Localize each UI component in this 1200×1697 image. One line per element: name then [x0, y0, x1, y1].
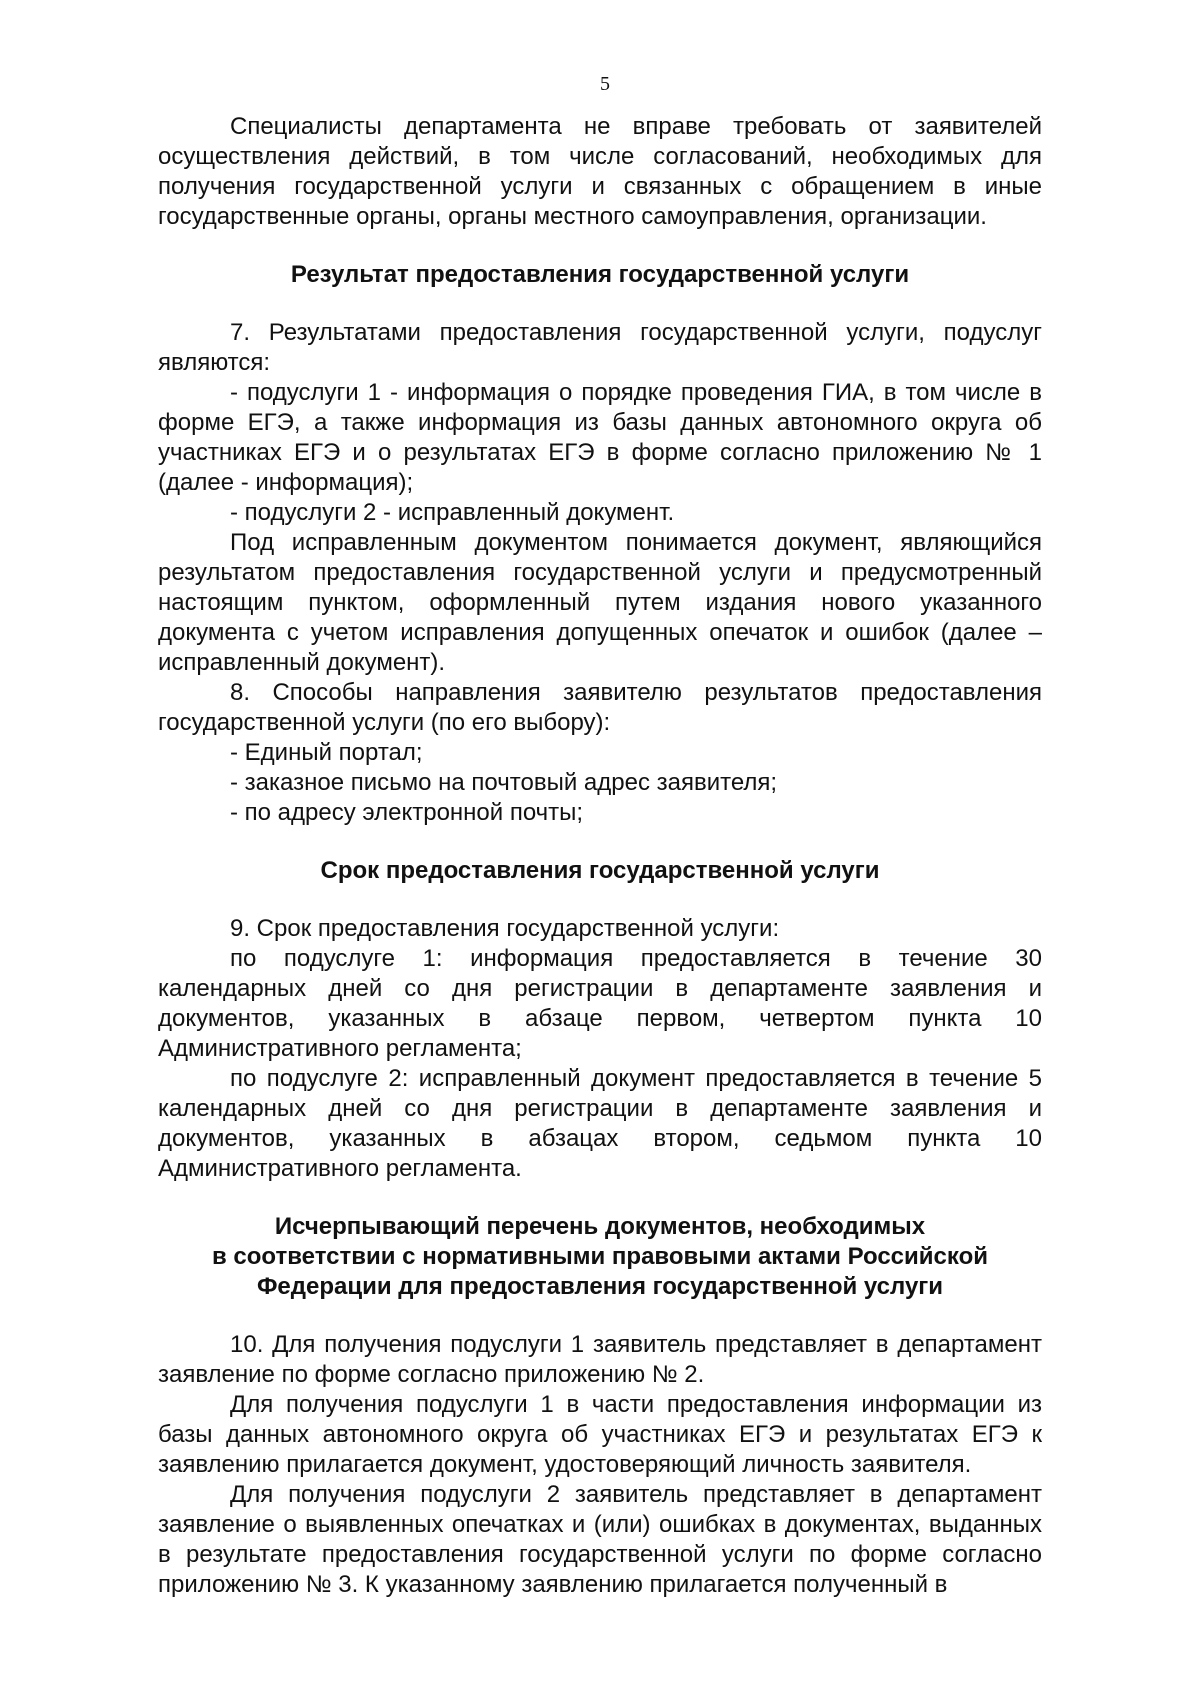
paragraph-intro: Специалисты департамента не вправе требовать от заявителей осуществления действий, в том числе согласований, необходимых для получения государственной услуги и связанных с обращением в иные государственные органы, органы местного самоуправления, организации.: [158, 113, 1042, 230]
paragraph: по подуслуге 1: информация предоставляется в течение 30 календарных дней со дня регистрации в департаменте заявления и документов, указанных в абзаце первом, четвертом пункта 10 Административного регламента;: [158, 945, 1042, 1062]
paragraph: Для получения подуслуги 2 заявитель представляет в департамент заявление о выявленных опечатках и (или) ошибках в документах, выданных в результате предоставления государственной услуги по форме согласно приложению № 3. К указанному заявлению прилагается полученный в: [158, 1481, 1042, 1598]
section-heading-documents: [158, 1212, 1042, 1302]
paragraph: - подуслуги 2 - исправленный документ.: [230, 499, 675, 526]
section-heading-term: Срок предоставления государственной услуги: [320, 857, 880, 884]
paragraph: 10. Для получения подуслуги 1 заявитель представляет в департамент заявление по форме согласно приложению № 2.: [158, 1331, 1042, 1388]
heading-line: Исчерпывающий перечень документов, необходимых: [274, 1213, 926, 1240]
paragraph: - Единый портал;: [230, 739, 423, 766]
heading-line: в соответствии с нормативными правовыми актами Российской: [212, 1243, 988, 1270]
paragraph: 8. Способы направления заявителю результатов предоставления государственной услуги (по его выбору):: [158, 679, 1042, 736]
paragraph: - заказное письмо на почтовый адрес заявителя;: [230, 769, 778, 796]
heading-line: Федерации для предоставления государственной услуги: [256, 1273, 944, 1300]
paragraph: Для получения подуслуги 1 в части предоставления информации из базы данных автономного округа об участниках ЕГЭ и результатах ЕГЭ к заявлению прилагается документ, удостоверяющий личность заявителя.: [158, 1391, 1042, 1478]
page-number: 5: [600, 73, 610, 95]
paragraph: - по адресу электронной почты;: [230, 799, 584, 826]
paragraph: - подуслуги 1 - информация о порядке проведения ГИА, в том числе в форме ЕГЭ, а также информация из базы данных автономного округа об участниках ЕГЭ и о результатах ЕГЭ в форме согласно приложению № 1 (далее - информация);: [158, 379, 1042, 496]
paragraph: по подуслуге 2: исправленный документ предоставляется в течение 5 календарных дней со дня регистрации в департаменте заявления и документов, указанных в абзацах втором, седьмом пункта 10 Административного регламента.: [158, 1065, 1042, 1182]
paragraph: 7. Результатами предоставления государственной услуги, подуслуг являются:: [158, 319, 1042, 376]
paragraph: Под исправленным документом понимается документ, являющийся результатом предоставления государственной услуги и предусмотренный настоящим пунктом, оформленный путем издания нового указанного документа с учетом исправления допущенных опечаток и ошибок (далее – исправленный документ).: [158, 529, 1042, 676]
paragraph: 9. Срок предоставления государственной услуги:: [230, 915, 780, 942]
section-heading-result: Результат предоставления государственной услуги: [290, 261, 910, 288]
